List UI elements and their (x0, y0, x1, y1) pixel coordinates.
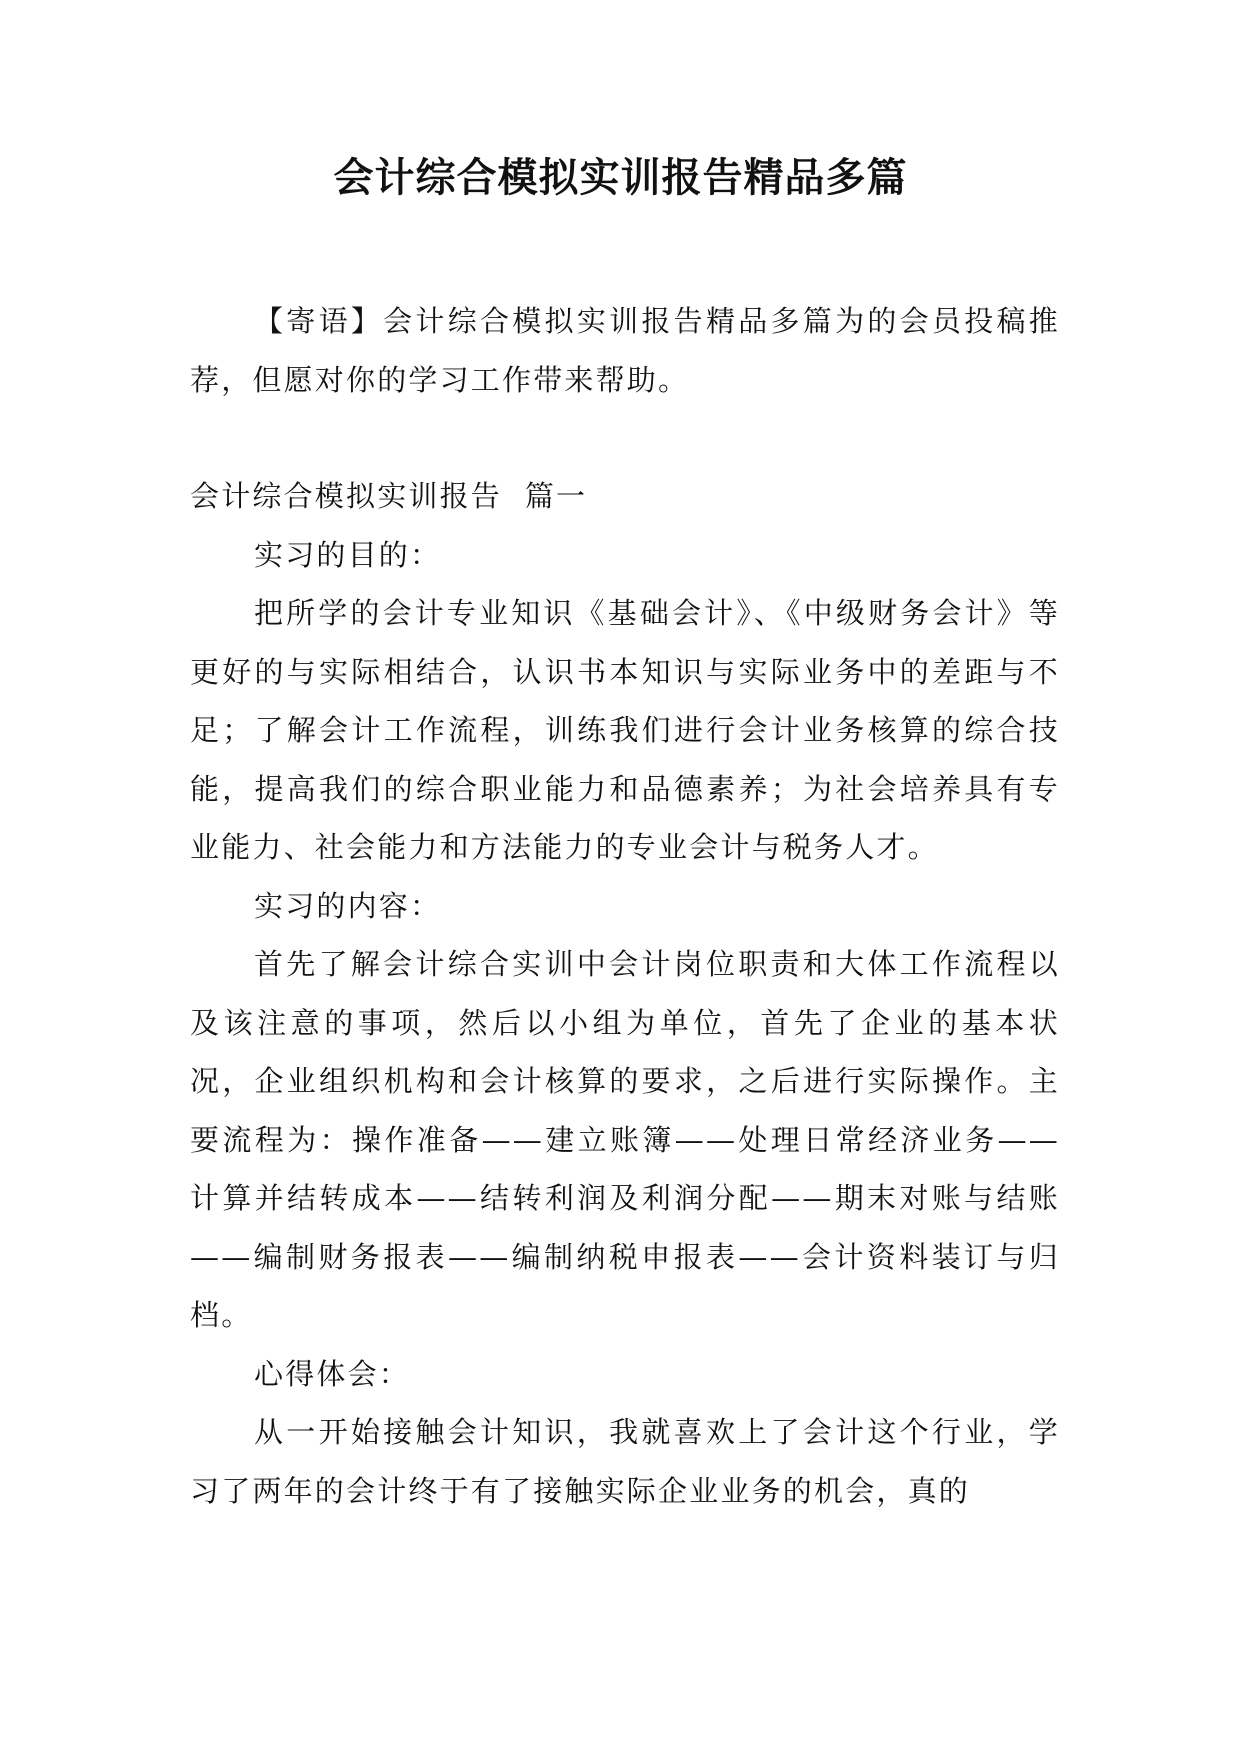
document-body (190, 292, 1060, 1520)
preface-paragraph: 【寄语】会计综合模拟实训报告精品多篇为的会员投稿推荐，但愿对你的学习工作带来帮助。 (190, 304, 1060, 397)
experience-heading: 心得体会： (254, 1356, 411, 1391)
section-heading: 会计综合模拟实训报告 篇一 (190, 479, 588, 513)
content-heading: 实习的内容： (254, 888, 442, 923)
purpose-heading: 实习的目的： (254, 537, 442, 572)
spacer (190, 409, 1060, 467)
purpose-paragraph: 把所学的会计专业知识《基础会计》、《中级财务会计》等更好的与实际相结合，认识书本知识与实际业务中的差距与不足；了解会计工作流程，训练我们进行会计业务核算的综合技能，提高我们的综合职业能力和品德素养；为社会培养具有专业能力、社会能力和方法能力的专业会计与税务人才。 (190, 596, 1060, 864)
content-paragraph: 首先了解会计综合实训中会计岗位职责和大体工作流程以及该注意的事项，然后以小组为单位，首先了企业的基本状况，企业组织机构和会计核算的要求，之后进行实际操作。主要流程为：操作准备——建立账簿——处理日常经济业务——计算并结转成本——结转利润及利润分配——期末对账与结账——编制财务报表——编制纳税申报表——会计资料装订与归档。 (190, 947, 1060, 1332)
experience-paragraph: 从一开始接触会计知识，我就喜欢上了会计这个行业，学习了两年的会计终于有了接触实际企业业务的机会，真的 (190, 1415, 1060, 1508)
document-title: 会计综合模拟实训报告精品多篇 (333, 155, 908, 201)
